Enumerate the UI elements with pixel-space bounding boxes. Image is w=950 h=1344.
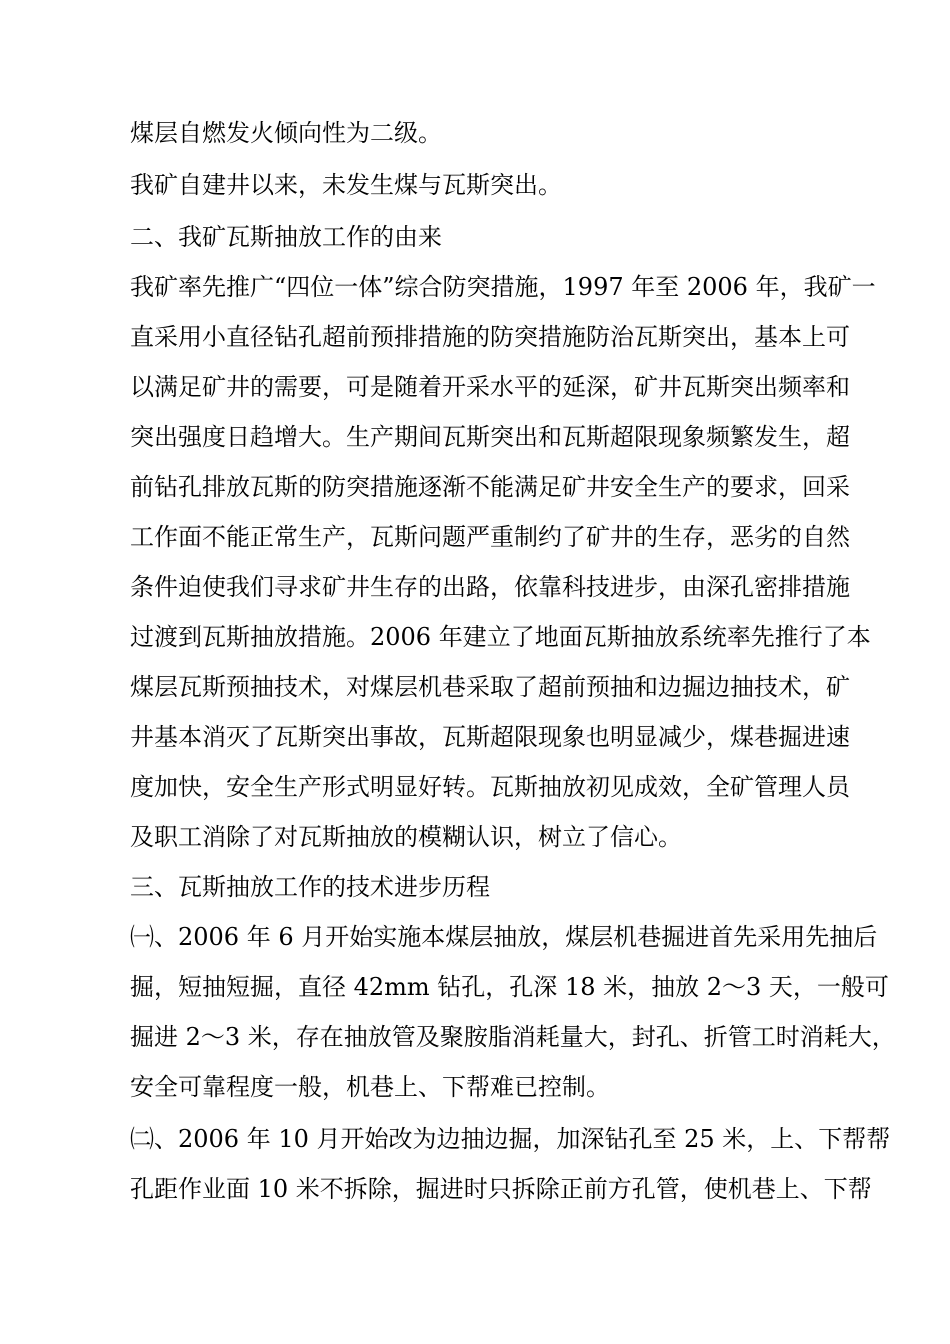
text-line-10: 条件迫使我们寻求矿井生存的出路，依靠科技进步，由深孔密排措施 (130, 573, 850, 601)
text-line-8: 前钻孔排放瓦斯的防突措施逐渐不能满足矿井安全生产的要求，回采 (130, 473, 850, 501)
text-line-1: 煤层自燃发火倾向性为二级。 (130, 119, 442, 147)
section-heading-2: 二、我矿瓦斯抽放工作的由来 (130, 223, 442, 251)
text-line-2: 我矿自建井以来，未发生煤与瓦斯突出。 (130, 171, 562, 199)
section-heading-3: 三、瓦斯抽放工作的技术进步历程 (130, 873, 490, 901)
text-line-5: 直采用小直径钻孔超前预排措施的防突措施防治瓦斯突出，基本上可 (130, 323, 850, 351)
text-line-20: 安全可靠程度一般，机巷上、下帮难已控制。 (130, 1073, 610, 1101)
text-line-12: 煤层瓦斯预抽技术，对煤层机巷采取了超前预抽和边掘边抽技术，矿 (130, 673, 850, 701)
text-line-9: 工作面不能正常生产，瓦斯问题严重制约了矿井的生存，恶劣的自然 (130, 523, 850, 551)
text-line-19: 掘进 2～3 米，存在抽放管及聚胺脂消耗量大，封孔、折管工时消耗大， (130, 1023, 896, 1051)
text-line-17: ㈠、2006 年 6 月开始实施本煤层抽放，煤层机巷掘进首先采用先抽后 (130, 923, 878, 951)
text-line-14: 度加快，安全生产形式明显好转。瓦斯抽放初见成效，全矿管理人员 (130, 773, 850, 801)
text-line-21: ㈡、2006 年 10 月开始改为边抽边掘，加深钻孔至 25 米，上、下帮帮 (130, 1125, 891, 1153)
text-line-6: 以满足矿井的需要，可是随着开采水平的延深，矿井瓦斯突出频率和 (130, 373, 850, 401)
text-line-15: 及职工消除了对瓦斯抽放的模糊认识，树立了信心。 (130, 823, 682, 851)
text-line-4: 我矿率先推广“四位一体”综合防突措施，1997 年至 2006 年，我矿一 (130, 273, 876, 301)
text-line-13: 井基本消灭了瓦斯突出事故，瓦斯超限现象也明显减少，煤巷掘进速 (130, 723, 850, 751)
text-line-7: 突出强度日趋增大。生产期间瓦斯突出和瓦斯超限现象频繁发生，超 (130, 423, 850, 451)
text-line-18: 掘，短抽短掘，直径 42mm 钻孔，孔深 18 米，抽放 2～3 天，一般可 (130, 973, 889, 1001)
text-line-11: 过渡到瓦斯抽放措施。2006 年建立了地面瓦斯抽放系统率先推行了本 (130, 623, 871, 651)
text-line-22: 孔距作业面 10 米不拆除，掘进时只拆除正前方孔管，使机巷上、下帮 (130, 1175, 872, 1203)
